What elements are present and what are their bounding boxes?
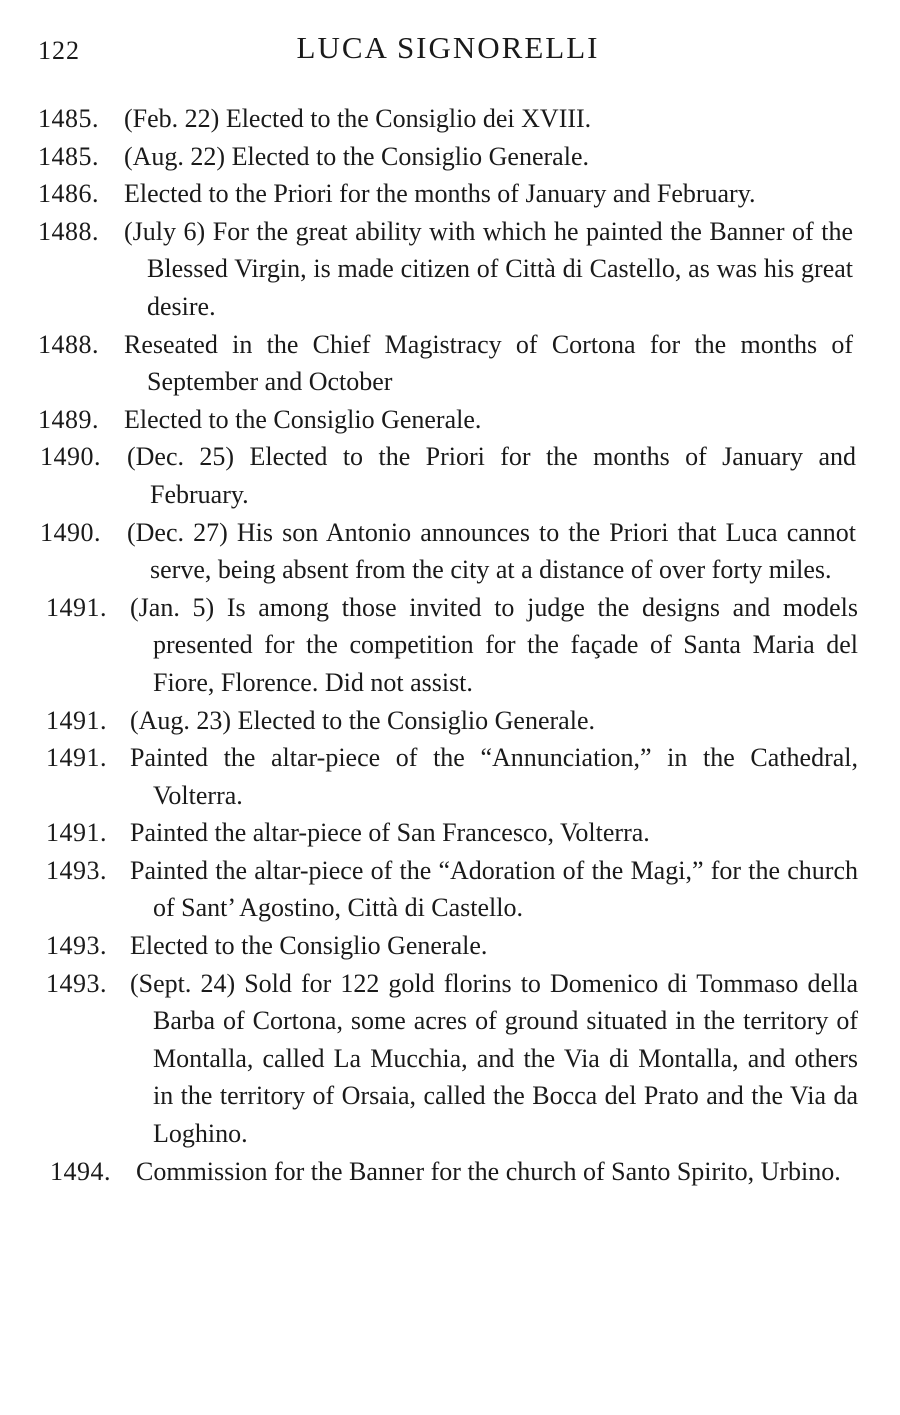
chronology-entry: [50, 1153, 862, 1191]
page-header: [38, 30, 858, 74]
entry-text: Elected to the Consiglio Generale.: [124, 404, 482, 434]
chronology-entry: [40, 438, 856, 513]
chronology-entry: [38, 100, 853, 138]
entry-text: Commission for the Banner for the church of Santo Spirito, Urbino.: [136, 1156, 841, 1186]
entry-text: (Sept. 24) Sold for 122 gold florins to Domenico di Tommaso della Barba of Cortona, some acres of ground situated in the territory of Montalla, called La Mucchia, and the Via di Montalla, and others in the territory of Orsaia, called the Bocca del Prato and the Via da Loghino.: [130, 968, 858, 1149]
entry-text: Painted the altar-piece of the “Annunciation,” in the Cathedral, Volterra.: [130, 743, 858, 810]
entry-year: 1493.: [46, 855, 107, 885]
entry-text: (Jan. 5) Is among those invited to judge the designs and models presented for the competition for the façade of Santa Maria del Fiore, Florence. Did not assist.: [130, 592, 858, 697]
chronology-entry: [38, 401, 853, 439]
chronology-entry: [46, 589, 858, 702]
entry-year: 1485.: [38, 141, 99, 171]
entry-year: 1490.: [40, 517, 101, 547]
entry-text: Elected to the Consiglio Generale.: [130, 931, 488, 961]
entry-year: 1491.: [46, 705, 107, 735]
entry-year: 1488.: [38, 216, 99, 246]
entry-text: (Feb. 22) Elected to the Consiglio dei XVIII.: [124, 104, 592, 133]
entry-year: 1488.: [38, 329, 99, 359]
chronology-entry: [38, 213, 853, 326]
entry-text: (Aug. 22) Elected to the Consiglio Generale.: [124, 141, 589, 171]
entry-year: 1491.: [46, 743, 107, 773]
entry-year: 1494.: [50, 1156, 111, 1186]
page-number: 122: [38, 36, 80, 65]
entry-text: (Aug. 23) Elected to the Consiglio Generale.: [130, 705, 595, 735]
entry-text: (Dec. 25) Elected to the Priori for the months of January and February.: [127, 442, 856, 509]
entry-text: Reseated in the Chief Magistracy of Cortona for the months of September and October: [124, 329, 853, 397]
entry-year: 1491.: [46, 818, 107, 848]
chronology-entry: [46, 852, 858, 927]
entry-year: 1486.: [38, 179, 99, 209]
entry-year: 1491.: [46, 592, 107, 622]
entry-text: Elected to the Priori for the months of January and February.: [124, 179, 756, 209]
running-head-title: LUCA SIGNORELLI: [296, 30, 600, 65]
entry-year: 1489.: [38, 404, 99, 434]
chronology-entry: [46, 927, 858, 965]
entry-year: 1485.: [38, 104, 99, 133]
chronology-entry: [38, 175, 853, 213]
entry-year: 1493.: [46, 931, 107, 961]
chronology-entry: [46, 814, 858, 852]
chronology-entry: [46, 702, 858, 740]
entry-text: (Dec. 27) His son Antonio announces to the Priori that Luca cannot serve, being absent from the city at a distance of over forty miles.: [127, 517, 856, 585]
chronology-list: [0, 100, 900, 1190]
entry-text: Painted the altar-piece of the “Adoration of the Magi,” for the church of Sant’ Agostino, Città di Castello.: [130, 855, 858, 923]
entry-year: 1493.: [46, 968, 107, 998]
entry-year: 1490.: [40, 442, 101, 472]
chronology-entry: [46, 739, 858, 814]
chronology-entry: [40, 514, 856, 589]
entry-text: (July 6) For the great ability with which he painted the Banner of the Blessed Virgin, is made citizen of Città di Castello, as was his great desire.: [124, 216, 853, 321]
entry-text: Painted the altar-piece of San Francesco, Volterra.: [130, 818, 650, 848]
chronology-entry: [38, 138, 853, 176]
chronology-entry: [38, 326, 853, 401]
chronology-entry: [46, 965, 858, 1153]
